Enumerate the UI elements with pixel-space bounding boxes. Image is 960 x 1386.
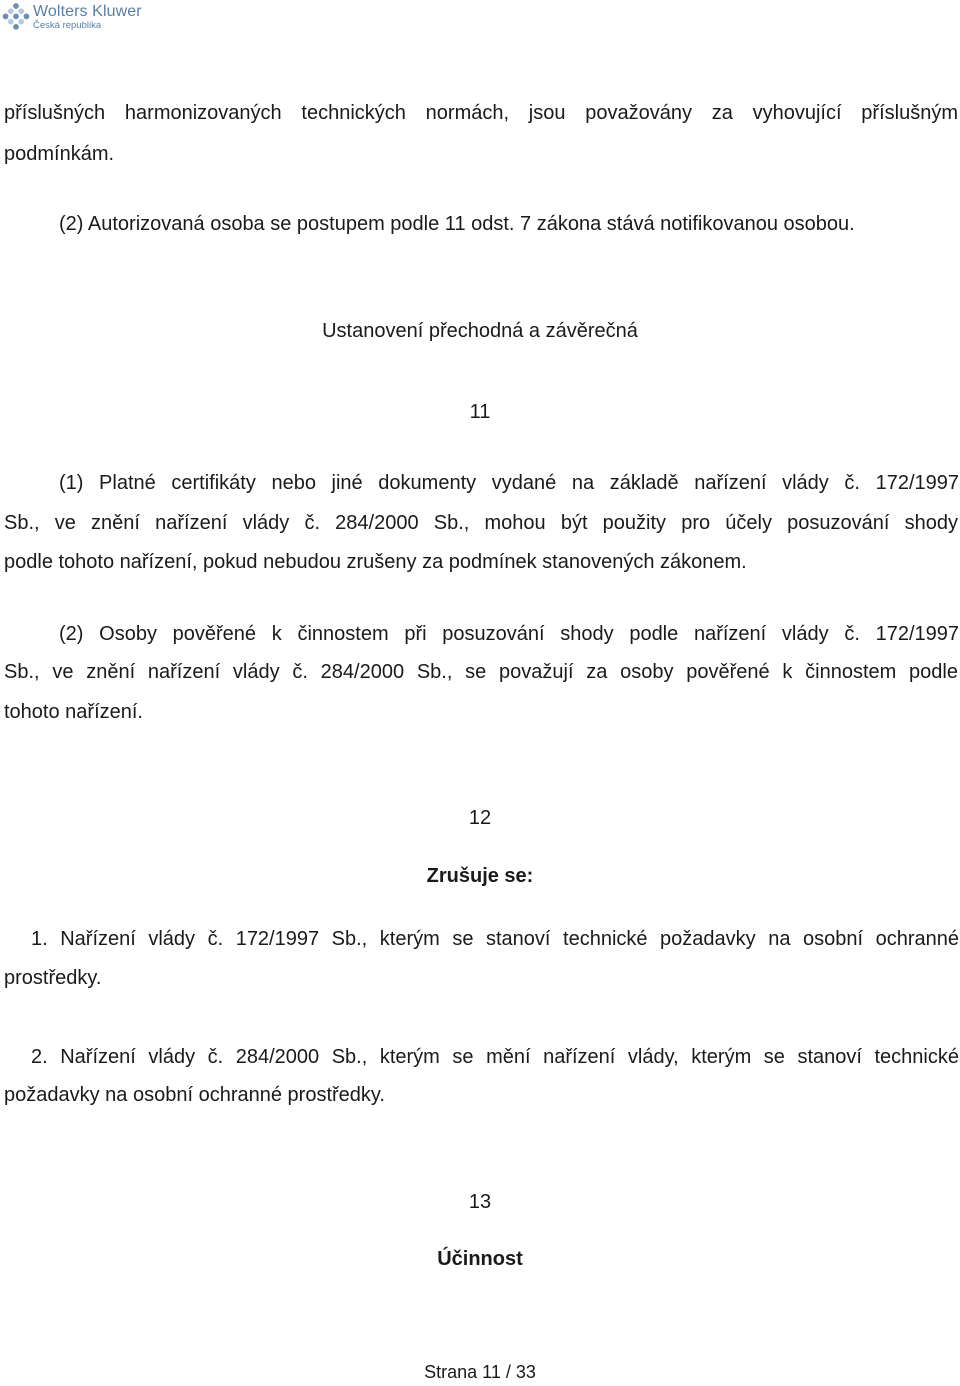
logo-name: Wolters Kluwer bbox=[33, 3, 142, 20]
repeal-title: Zrušuje se: bbox=[426, 865, 534, 887]
list-item-line: prostředky. bbox=[4, 967, 102, 989]
paragraph-line: podle tohoto nařízení, pokud nebudou zrušeny za podmínek stanovených zákonem. bbox=[4, 551, 747, 573]
logo-country: Česká republika bbox=[33, 20, 102, 31]
section-number-11: 11 bbox=[469, 401, 491, 423]
paragraph-line: příslušných harmonizovaných technických normách, jsou považovány za vyhovující příslušným bbox=[4, 102, 958, 124]
list-item-line: požadavky na osobní ochranné prostředky. bbox=[4, 1084, 385, 1106]
paragraph-line: podmínkám. bbox=[4, 143, 115, 165]
section-title: Ustanovení přechodná a závěrečná bbox=[322, 320, 638, 342]
section-number-12: 12 bbox=[468, 807, 492, 829]
paragraph-line: (2) Osoby pověřené k činnostem při posuzování shody podle nařízení vlády č. 172/1997 bbox=[59, 623, 959, 645]
wolters-kluwer-logo-icon bbox=[1, 2, 31, 32]
list-item-line: 2. Nařízení vlády č. 284/2000 Sb., kterým se mění nařízení vlády, kterým se stanoví technické bbox=[31, 1046, 959, 1068]
list-item-line: 1. Nařízení vlády č. 172/1997 Sb., kterým se stanoví technické požadavky na osobní ochranné bbox=[31, 928, 959, 950]
paragraph-line: (1) Platné certifikáty nebo jiné dokumenty vydané na základě nařízení vlády č. 172/1997 bbox=[59, 472, 959, 494]
section-number-13: 13 bbox=[468, 1191, 492, 1213]
paragraph-line: (2) Autorizovaná osoba se postupem podle 11 odst. 7 zákona stává notifikovanou osobou. bbox=[59, 213, 855, 235]
publisher-logo bbox=[3, 4, 142, 31]
page-number: Strana 11 / 33 bbox=[424, 1362, 536, 1382]
paragraph-line: Sb., ve znění nařízení vlády č. 284/2000 Sb., mohou být použity pro účely posuzování shody bbox=[4, 512, 958, 534]
paragraph-line: tohoto nařízení. bbox=[4, 701, 143, 723]
effect-title: Účinnost bbox=[437, 1248, 523, 1270]
paragraph-line: Sb., ve znění nařízení vlády č. 284/2000 Sb., se považují za osoby pověřené k činnostem podle bbox=[4, 661, 958, 683]
